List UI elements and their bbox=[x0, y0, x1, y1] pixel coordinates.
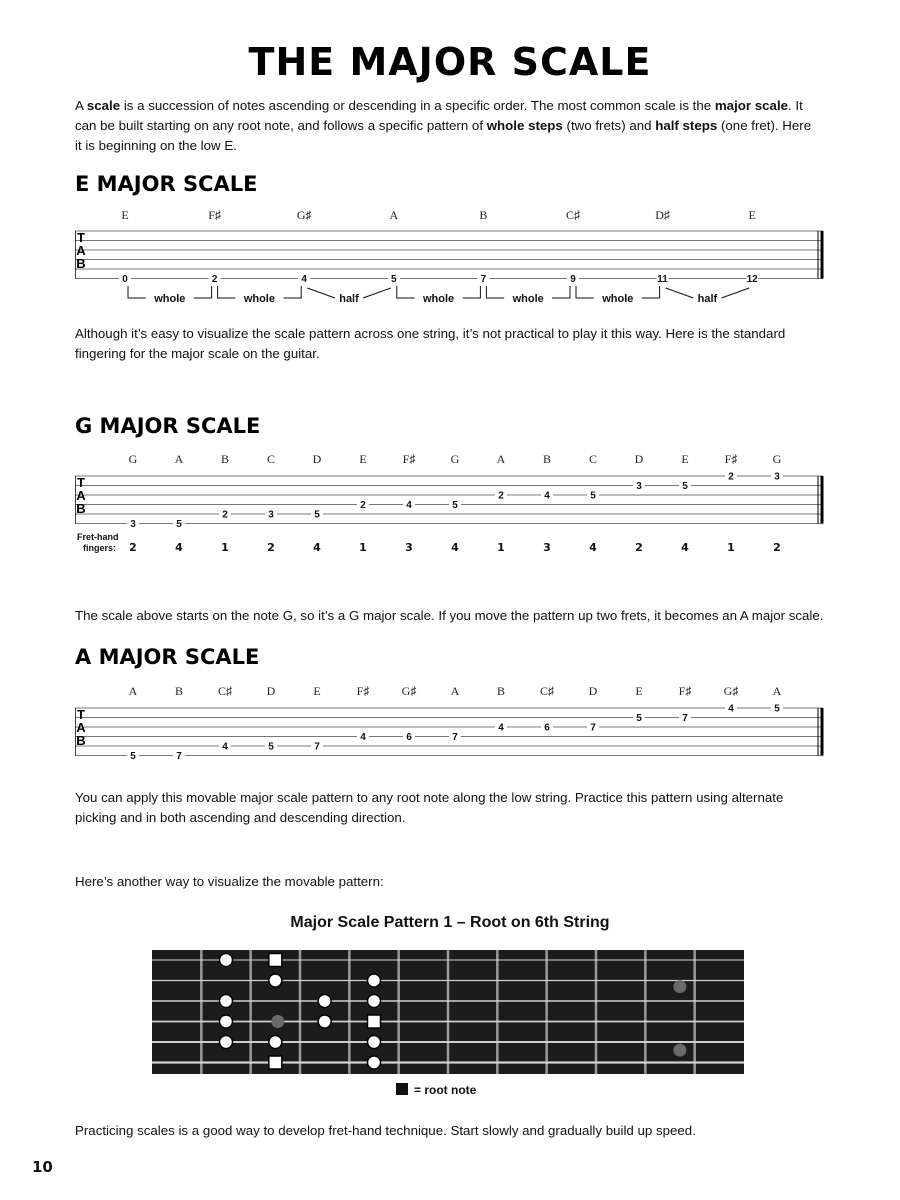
step-bracket-left bbox=[218, 286, 236, 298]
step-bracket-left bbox=[576, 286, 594, 298]
note-name: G♯ bbox=[401, 684, 417, 698]
fret-number: 5 bbox=[682, 481, 688, 492]
scale-note-marker bbox=[368, 974, 381, 987]
fret-number: 3 bbox=[268, 509, 274, 521]
note-name: C bbox=[266, 452, 276, 466]
step-bracket-left bbox=[128, 286, 146, 298]
finger-number: 1 bbox=[221, 541, 229, 554]
note-name: F♯ bbox=[724, 452, 738, 466]
fret-number: 4 bbox=[728, 703, 734, 715]
finger-number: 3 bbox=[543, 541, 551, 554]
step-bracket-left bbox=[397, 286, 415, 298]
scale-note-marker bbox=[318, 995, 331, 1008]
fret-number: 2 bbox=[222, 509, 228, 521]
scale-note-marker bbox=[220, 1015, 233, 1028]
e-major-tab bbox=[75, 200, 835, 312]
finger-number: 3 bbox=[405, 541, 413, 554]
fingers-label-line2: fingers: bbox=[83, 543, 117, 553]
scale-note-marker bbox=[368, 1056, 381, 1069]
tab-letter: A bbox=[76, 488, 86, 503]
fret-number: 5 bbox=[130, 751, 136, 762]
fretboard-diagram bbox=[150, 948, 750, 1083]
legend-text: = root note bbox=[414, 1083, 477, 1097]
text-run: (two frets) and bbox=[562, 118, 656, 133]
note-name: G bbox=[772, 452, 782, 466]
fret-number: 7 bbox=[480, 274, 487, 285]
tab-letter: A bbox=[76, 720, 86, 735]
fret-number: 4 bbox=[222, 741, 228, 753]
note-name: E bbox=[313, 684, 321, 698]
note-name: G♯ bbox=[723, 684, 739, 698]
root-note-marker bbox=[368, 1015, 381, 1028]
finger-number: 2 bbox=[773, 541, 781, 554]
fret-number: 6 bbox=[406, 732, 412, 743]
fret-number: 3 bbox=[774, 471, 780, 483]
half-step-line-right bbox=[363, 288, 391, 298]
tab-letter: B bbox=[76, 256, 86, 271]
note-name: G bbox=[450, 452, 460, 466]
note-name: F♯ bbox=[402, 452, 416, 466]
note-name: B bbox=[220, 452, 230, 466]
paragraph-fingering: Although it’s easy to visualize the scale pattern across one string, it’s not practical to play it this way. Here is the standard fingering for the major scale on the guitar. bbox=[75, 326, 786, 361]
paragraph-g-scale: The scale above starts on the note G, so it’s a G major scale. If you move the pattern up two frets, it becomes an A major scale. bbox=[75, 608, 824, 623]
fret-number: 2 bbox=[211, 274, 218, 285]
scale-note-marker bbox=[368, 995, 381, 1008]
step-bracket-right bbox=[283, 286, 301, 298]
fret-number: 2 bbox=[498, 490, 504, 502]
g-major-tab bbox=[75, 444, 835, 564]
text-run: . It can be built starting on any root note, and follows a specific pattern of bbox=[75, 98, 803, 133]
paragraph-visualize: Here’s another way to visualize the movable pattern: bbox=[75, 874, 384, 889]
fret-number: 4 bbox=[406, 500, 412, 511]
finger-number: 4 bbox=[175, 541, 183, 554]
scale-note-marker bbox=[318, 1015, 331, 1028]
bold-term: half steps bbox=[655, 118, 718, 133]
fret-number: 4 bbox=[544, 490, 550, 502]
note-name: C♯ bbox=[539, 684, 555, 698]
half-step-line-left bbox=[307, 288, 335, 298]
note-name: E bbox=[359, 452, 367, 466]
fret-number: 2 bbox=[360, 500, 366, 511]
bold-term: major scale bbox=[714, 98, 789, 113]
note-name: F♯ bbox=[208, 208, 221, 222]
note-name: A bbox=[174, 452, 184, 466]
note-name: A bbox=[450, 684, 460, 698]
text-run: (one fret). Here it is beginning on the low E. bbox=[75, 118, 812, 153]
scale-note-marker bbox=[368, 1036, 381, 1049]
bold-term: whole steps bbox=[486, 118, 563, 133]
text-run: A bbox=[75, 98, 87, 113]
finger-number: 1 bbox=[497, 541, 505, 554]
fret-number: 7 bbox=[176, 751, 182, 762]
page-number: 10 bbox=[32, 1158, 53, 1176]
fret-number: 4 bbox=[360, 732, 366, 743]
tab-letter: A bbox=[76, 243, 86, 258]
a-major-heading: A MAJOR SCALE bbox=[75, 645, 260, 669]
note-name: C♯ bbox=[217, 684, 233, 698]
fret-inlay-marker bbox=[673, 980, 686, 993]
note-name: D bbox=[312, 452, 322, 466]
fret-number: 5 bbox=[636, 713, 642, 724]
fret-number: 3 bbox=[130, 519, 136, 530]
text-run: is a succession of notes ascending or descending in a specific order. The most common scale is the bbox=[120, 98, 715, 113]
fret-inlay-marker bbox=[271, 1015, 284, 1028]
step-label: half bbox=[339, 293, 359, 305]
note-name: E bbox=[121, 208, 129, 222]
fret-number: 5 bbox=[268, 741, 274, 753]
note-name: B bbox=[479, 208, 488, 222]
step-bracket-left bbox=[486, 286, 504, 298]
intro-paragraph bbox=[75, 96, 820, 156]
note-name: C bbox=[588, 452, 598, 466]
finger-number: 2 bbox=[267, 541, 275, 554]
fret-number: 3 bbox=[636, 481, 642, 492]
note-name: C♯ bbox=[565, 208, 581, 222]
step-label: half bbox=[697, 293, 718, 305]
finger-number: 1 bbox=[727, 541, 735, 554]
fret-number: 5 bbox=[452, 500, 458, 511]
fret-number: 7 bbox=[682, 713, 688, 724]
note-name: D bbox=[634, 452, 644, 466]
finger-number: 4 bbox=[451, 541, 459, 554]
diagram-title: Major Scale Pattern 1 – Root on 6th String bbox=[290, 914, 610, 931]
step-bracket-right bbox=[194, 286, 212, 298]
finger-number: 4 bbox=[589, 541, 597, 554]
root-note-marker bbox=[269, 1056, 282, 1069]
bold-term: scale bbox=[86, 98, 121, 113]
half-step-line-left bbox=[666, 288, 694, 298]
finger-number: 1 bbox=[359, 541, 367, 554]
note-name: D bbox=[266, 684, 276, 698]
fret-number: 5 bbox=[590, 490, 596, 502]
step-bracket-right bbox=[552, 286, 570, 298]
scale-note-marker bbox=[220, 995, 233, 1008]
finger-number: 4 bbox=[681, 541, 689, 554]
tab-letter: B bbox=[76, 733, 86, 748]
paragraph-movable: You can apply this movable major scale pattern to any root note along the low string. Practice this pattern using alternate picking and in both ascending and descending direction. bbox=[75, 790, 784, 825]
half-step-line-right bbox=[721, 288, 749, 298]
note-name: E bbox=[748, 208, 756, 222]
fret-number: 0 bbox=[122, 274, 128, 285]
fret-number: 5 bbox=[391, 274, 397, 285]
note-name: E bbox=[681, 452, 689, 466]
note-name: F♯ bbox=[356, 684, 370, 698]
step-bracket-right bbox=[463, 286, 481, 298]
a-major-tab bbox=[75, 676, 835, 768]
fret-number: 4 bbox=[498, 722, 504, 734]
note-name: B bbox=[174, 684, 184, 698]
root-square-icon bbox=[396, 1083, 408, 1095]
fret-number: 6 bbox=[544, 722, 550, 734]
step-label: whole bbox=[423, 293, 455, 305]
scale-note-marker bbox=[269, 1036, 282, 1049]
fret-number: 2 bbox=[728, 471, 734, 483]
fret-number: 5 bbox=[314, 509, 320, 521]
fret-number: 9 bbox=[570, 274, 576, 285]
note-name: G bbox=[128, 452, 138, 466]
fret-number: 7 bbox=[314, 741, 320, 753]
tab-letter: T bbox=[77, 707, 85, 722]
note-name: E bbox=[635, 684, 643, 698]
e-major-heading: E MAJOR SCALE bbox=[75, 172, 258, 196]
fret-number: 11 bbox=[657, 274, 668, 285]
step-label: whole bbox=[602, 293, 634, 305]
step-label: whole bbox=[512, 293, 544, 305]
finger-number: 4 bbox=[313, 541, 321, 554]
note-name: A bbox=[772, 684, 782, 698]
page-title: THE MAJOR SCALE bbox=[248, 40, 652, 84]
fret-number: 5 bbox=[774, 703, 780, 715]
g-major-heading: G MAJOR SCALE bbox=[75, 414, 261, 438]
note-name: G♯ bbox=[296, 208, 312, 222]
step-bracket-right bbox=[642, 286, 660, 298]
fret-number: 7 bbox=[590, 722, 596, 734]
note-name: A bbox=[128, 684, 138, 698]
note-name: F♯ bbox=[678, 684, 692, 698]
tab-letter: B bbox=[76, 501, 86, 516]
paragraph-practice: Practicing scales is a good way to develop fret-hand technique. Start slowly and gradually build up speed. bbox=[75, 1123, 696, 1138]
tab-letter: T bbox=[77, 475, 85, 490]
finger-number: 2 bbox=[129, 541, 137, 554]
tab-letter: T bbox=[77, 230, 85, 245]
step-label: whole bbox=[243, 293, 275, 305]
note-name: A bbox=[389, 208, 399, 222]
fret-number: 7 bbox=[452, 732, 458, 743]
note-name: B bbox=[496, 684, 506, 698]
note-name: A bbox=[496, 452, 506, 466]
scale-note-marker bbox=[269, 974, 282, 987]
scale-note-marker bbox=[220, 954, 233, 967]
fingers-label-line1: Fret-hand bbox=[77, 532, 119, 542]
scale-note-marker bbox=[220, 1036, 233, 1049]
fret-number: 12 bbox=[746, 274, 758, 285]
note-name: D bbox=[588, 684, 598, 698]
finger-number: 2 bbox=[635, 541, 643, 554]
fret-number: 4 bbox=[301, 274, 307, 285]
fret-inlay-marker bbox=[673, 1044, 686, 1057]
note-name: D♯ bbox=[655, 208, 670, 222]
root-note-legend bbox=[396, 1083, 476, 1097]
step-label: whole bbox=[154, 293, 186, 305]
fret-number: 5 bbox=[176, 519, 182, 530]
note-name: B bbox=[542, 452, 552, 466]
root-note-marker bbox=[269, 954, 282, 967]
